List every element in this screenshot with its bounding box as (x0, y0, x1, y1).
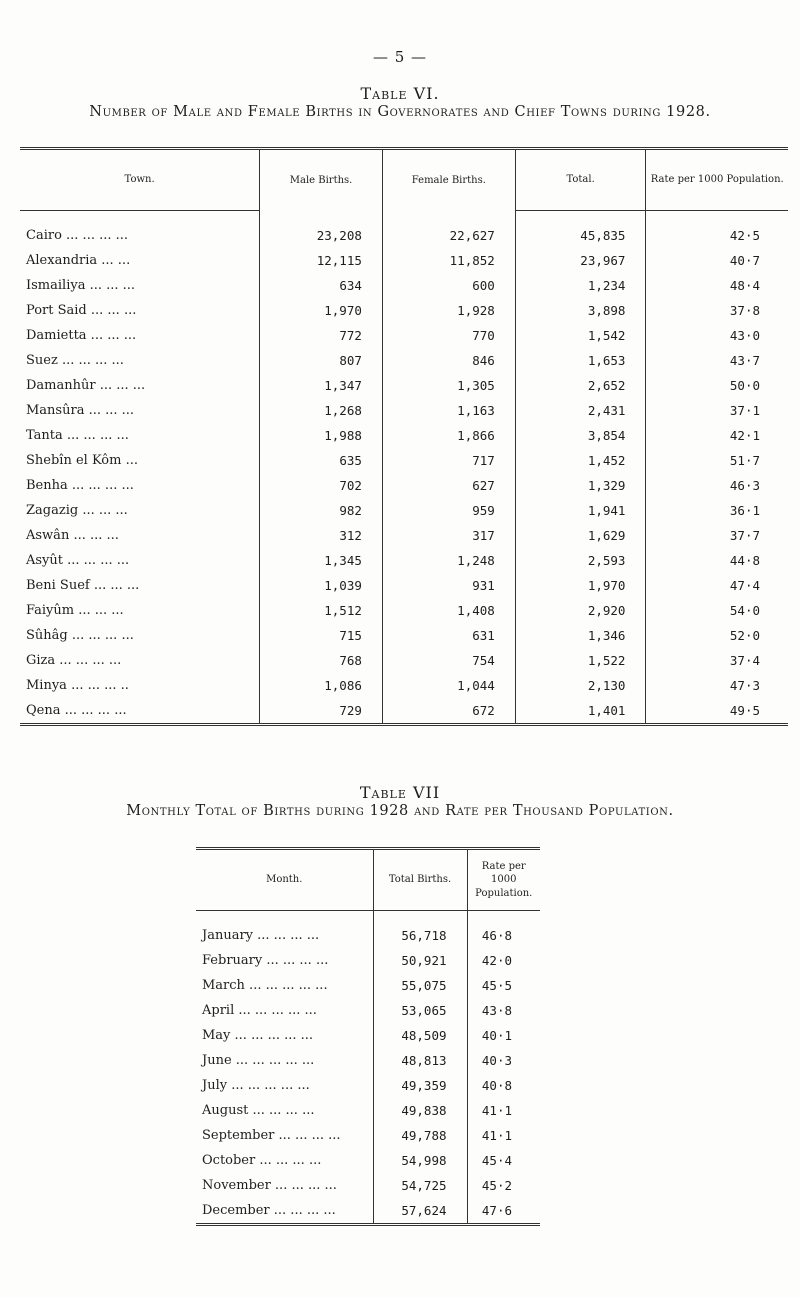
female-births: 627 (382, 473, 515, 498)
birth-rate: 54·0 (646, 598, 788, 623)
town-name: Cairo ... ... ... ... (26, 228, 129, 243)
table7-subtitle: Monthly Total of Births during 1928 and Rate per Thousand Population. (126, 803, 674, 819)
table-row (196, 948, 540, 973)
female-births: 672 (382, 698, 515, 725)
table-row (20, 373, 788, 398)
male-births: 1,988 (260, 423, 383, 448)
month-name: January ... ... ... ... (202, 928, 320, 943)
female-births: 717 (382, 448, 515, 473)
total-births: 2,920 (515, 598, 646, 623)
female-births: 770 (382, 323, 515, 348)
month-name: February ... ... ... ... (202, 953, 329, 968)
table-row (196, 1048, 540, 1073)
table-row (196, 973, 540, 998)
table-row (196, 923, 540, 948)
male-births: 729 (260, 698, 383, 725)
female-births: 1,305 (382, 373, 515, 398)
male-births: 772 (260, 323, 383, 348)
month-total-births: 49,359 (373, 1073, 467, 1098)
town-name: Giza ... ... ... ... (26, 653, 122, 668)
town-name: Damietta ... ... ... (26, 328, 137, 343)
month-name: November ... ... ... ... (202, 1178, 337, 1193)
month-total-births: 55,075 (373, 973, 467, 998)
birth-rate: 52·0 (646, 623, 788, 648)
month-name: April ... ... ... ... ... (202, 1003, 317, 1018)
table-row (20, 223, 788, 248)
male-births: 635 (260, 448, 383, 473)
birth-rate: 49·5 (646, 698, 788, 725)
birth-rate: 37·4 (646, 648, 788, 673)
birth-rate: 50·0 (646, 373, 788, 398)
total-births: 3,854 (515, 423, 646, 448)
table-row (196, 1023, 540, 1048)
female-births: 1,163 (382, 398, 515, 423)
male-births: 982 (260, 498, 383, 523)
total-births: 1,452 (515, 448, 646, 473)
table6-header-rate: Rate per 1000 Population. (646, 149, 788, 211)
total-births: 23,967 (515, 248, 646, 273)
table-row (20, 298, 788, 323)
birth-rate: 43·0 (646, 323, 788, 348)
month-rate: 45·4 (467, 1148, 540, 1173)
female-births: 1,928 (382, 298, 515, 323)
birth-rate: 37·1 (646, 398, 788, 423)
total-births: 2,593 (515, 548, 646, 573)
birth-rate: 44·8 (646, 548, 788, 573)
month-total-births: 56,718 (373, 923, 467, 948)
table-row (20, 348, 788, 373)
month-name: September ... ... ... ... (202, 1128, 341, 1143)
table6-header-town: Town. (20, 149, 260, 211)
female-births: 1,408 (382, 598, 515, 623)
month-rate: 45·2 (467, 1173, 540, 1198)
month-name: July ... ... ... ... ... (202, 1078, 310, 1093)
town-name: Ismailiya ... ... ... (26, 278, 136, 293)
month-name: August ... ... ... ... (202, 1103, 315, 1118)
male-births: 1,345 (260, 548, 383, 573)
male-births: 23,208 (260, 223, 383, 248)
page-number: — 5 — (372, 48, 428, 66)
month-rate: 40·8 (467, 1073, 540, 1098)
table-row (196, 1098, 540, 1123)
table-row (20, 248, 788, 273)
table6-header-female: Female Births. (382, 149, 515, 211)
female-births: 317 (382, 523, 515, 548)
town-name: Minya ... ... ... .. (26, 678, 129, 693)
table-row (20, 473, 788, 498)
total-births: 1,346 (515, 623, 646, 648)
table7-body (196, 911, 540, 1225)
total-births: 45,835 (515, 223, 646, 248)
table-row (20, 423, 788, 448)
birth-rate: 37·7 (646, 523, 788, 548)
month-name: May ... ... ... ... ... (202, 1028, 314, 1043)
table-row (20, 648, 788, 673)
month-name: October ... ... ... ... (202, 1153, 322, 1168)
birth-rate: 40·7 (646, 248, 788, 273)
table6 (20, 147, 788, 726)
male-births: 715 (260, 623, 383, 648)
town-name: Mansûra ... ... ... (26, 403, 135, 418)
month-rate: 43·8 (467, 998, 540, 1023)
table7-header-births: Total Births. (373, 849, 467, 911)
female-births: 1,044 (382, 673, 515, 698)
birth-rate: 36·1 (646, 498, 788, 523)
birth-rate: 47·3 (646, 673, 788, 698)
town-name: Port Said ... ... ... (26, 303, 137, 318)
table6-header-male: Male Births. (260, 149, 383, 211)
month-total-births: 53,065 (373, 998, 467, 1023)
male-births: 312 (260, 523, 383, 548)
female-births: 754 (382, 648, 515, 673)
male-births: 1,039 (260, 573, 383, 598)
month-total-births: 54,998 (373, 1148, 467, 1173)
birth-rate: 48·4 (646, 273, 788, 298)
birth-rate: 43·7 (646, 348, 788, 373)
table-row (196, 1123, 540, 1148)
female-births: 11,852 (382, 248, 515, 273)
table7-header-month: Month. (196, 849, 373, 911)
birth-rate: 42·1 (646, 423, 788, 448)
town-name: Shebîn el Kôm ... (26, 453, 138, 468)
female-births: 600 (382, 273, 515, 298)
total-births: 1,653 (515, 348, 646, 373)
table7-title: Table VII (359, 783, 441, 802)
table-row (196, 1148, 540, 1173)
total-births: 1,941 (515, 498, 646, 523)
total-births: 3,898 (515, 298, 646, 323)
female-births: 931 (382, 573, 515, 598)
female-births: 1,248 (382, 548, 515, 573)
male-births: 12,115 (260, 248, 383, 273)
table-row (196, 1198, 540, 1225)
total-births: 1,629 (515, 523, 646, 548)
month-total-births: 50,921 (373, 948, 467, 973)
birth-rate: 47·4 (646, 573, 788, 598)
total-births: 1,329 (515, 473, 646, 498)
town-name: Benha ... ... ... ... (26, 478, 134, 493)
town-name: Asyût ... ... ... ... (26, 553, 130, 568)
month-rate: 40·3 (467, 1048, 540, 1073)
table-row (20, 523, 788, 548)
total-births: 1,970 (515, 573, 646, 598)
female-births: 22,627 (382, 223, 515, 248)
table6-subtitle: Number of Male and Female Births in Governorates and Chief Towns during 1928. (89, 104, 711, 120)
female-births: 631 (382, 623, 515, 648)
birth-rate: 46·3 (646, 473, 788, 498)
male-births: 1,086 (260, 673, 383, 698)
table-row (20, 673, 788, 698)
month-rate: 47·6 (467, 1198, 540, 1225)
month-total-births: 49,838 (373, 1098, 467, 1123)
table-row (20, 273, 788, 298)
female-births: 1,866 (382, 423, 515, 448)
table-row (20, 448, 788, 473)
total-births: 2,431 (515, 398, 646, 423)
table-row (20, 598, 788, 623)
town-name: Faiyûm ... ... ... (26, 603, 124, 618)
male-births: 1,347 (260, 373, 383, 398)
month-rate: 40·1 (467, 1023, 540, 1048)
month-rate: 41·1 (467, 1123, 540, 1148)
table-row (20, 623, 788, 648)
town-name: Aswân ... ... ... (26, 528, 119, 543)
month-total-births: 48,813 (373, 1048, 467, 1073)
town-name: Sûhâg ... ... ... ... (26, 628, 134, 643)
month-rate: 41·1 (467, 1098, 540, 1123)
month-name: June ... ... ... ... ... (202, 1053, 315, 1068)
month-total-births: 48,509 (373, 1023, 467, 1048)
birth-rate: 42·5 (646, 223, 788, 248)
table6-header-total: Total. (515, 149, 646, 211)
table-row (20, 548, 788, 573)
birth-rate: 37·8 (646, 298, 788, 323)
total-births: 1,522 (515, 648, 646, 673)
total-births: 2,652 (515, 373, 646, 398)
table-row (196, 1173, 540, 1198)
table-row (20, 573, 788, 598)
table-row (20, 398, 788, 423)
male-births: 1,512 (260, 598, 383, 623)
female-births: 959 (382, 498, 515, 523)
town-name: Alexandria ... ... (26, 253, 131, 268)
total-births: 1,401 (515, 698, 646, 725)
table6-title: Table VI. (360, 84, 440, 103)
table-row (20, 323, 788, 348)
table7 (196, 847, 540, 1226)
male-births: 1,268 (260, 398, 383, 423)
table-row (20, 698, 788, 725)
table-row (20, 498, 788, 523)
male-births: 1,970 (260, 298, 383, 323)
total-births: 2,130 (515, 673, 646, 698)
month-total-births: 49,788 (373, 1123, 467, 1148)
table-row (196, 998, 540, 1023)
town-name: Tanta ... ... ... ... (26, 428, 129, 443)
month-total-births: 54,725 (373, 1173, 467, 1198)
birth-rate: 51·7 (646, 448, 788, 473)
town-name: Suez ... ... ... ... (26, 353, 124, 368)
month-total-births: 57,624 (373, 1198, 467, 1225)
month-rate: 46·8 (467, 923, 540, 948)
table-row (196, 1073, 540, 1098)
total-births: 1,234 (515, 273, 646, 298)
town-name: Qena ... ... ... ... (20, 698, 260, 725)
month-name: March ... ... ... ... ... (202, 978, 328, 993)
table6-body (20, 211, 788, 725)
month-name: December ... ... ... ... (196, 1198, 373, 1225)
male-births: 702 (260, 473, 383, 498)
male-births: 768 (260, 648, 383, 673)
month-rate: 42·0 (467, 948, 540, 973)
town-name: Zagazig ... ... ... (26, 503, 128, 518)
table7-header-rate: Rate per 1000 Population. (467, 849, 540, 911)
town-name: Damanhûr ... ... ... (26, 378, 146, 393)
male-births: 634 (260, 273, 383, 298)
month-rate: 45·5 (467, 973, 540, 998)
total-births: 1,542 (515, 323, 646, 348)
female-births: 846 (382, 348, 515, 373)
male-births: 807 (260, 348, 383, 373)
town-name: Beni Suef ... ... ... (26, 578, 140, 593)
